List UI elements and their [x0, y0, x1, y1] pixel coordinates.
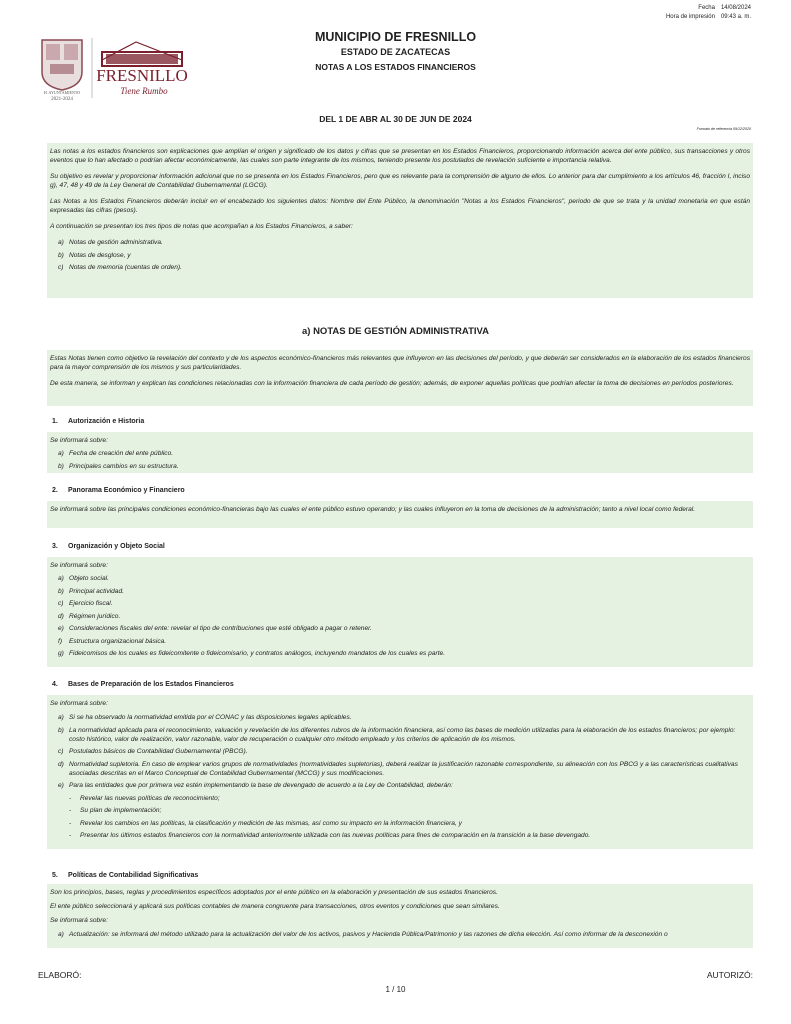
- date-value: 14/08/2024: [720, 5, 751, 11]
- sub-list-item: - Revelar los cambios en las políticas, la clasificación y medición de las mismas, así como su impacto en la información financiera, y: [69, 819, 462, 827]
- sub-list-item: - Su plan de implementación;: [69, 807, 162, 814]
- paragraph: Se informará sobre las principales condiciones económico-financieras bajo las cuales el ente público estuvo operando; y las cuales influyeron en la toma de decisiones de la administración; tanto a nivel local como federal.: [50, 506, 696, 513]
- svg-text:Tiene Rumbo: Tiene Rumbo: [120, 86, 168, 96]
- paragraph: Se informará sobre:: [50, 917, 108, 924]
- time-label: Hora de impresión: [665, 14, 715, 20]
- page-number: 1 / 10: [385, 985, 406, 994]
- section-5-heading: 5. Políticas de Contabilidad Significativas: [52, 872, 199, 879]
- list-item: c) Ejercicio fiscal.: [58, 600, 113, 607]
- list-item: f) Estructura organizacional básica.: [58, 637, 167, 645]
- list-item: b) Notas de desglose, y: [58, 251, 131, 259]
- list-item: b) La normatividad aplicada para el reconocimiento, valuación y revelación de los diferentes rubros de la información financiera, así como las bases de medición utilizadas para la elaboración de los estados financieros; por ejemplo: costo histórico, valor de realización, valor razonable, valor de recuperación o cualquier otro método empleado y los criterios de aplicación de los mismos.: [58, 726, 736, 743]
- list-item: a) Fecha de creación del ente público.: [58, 450, 174, 457]
- paragraph: Las Notas a los Estados Financieros deberán incluir en el encabezado los siguientes datos: Nombre del Ente Público, la denominación "Notas a los Estados Financieros", periodo de que se trata y la unidad monetaria en que están expresadas las cifras (pesos).: [50, 198, 750, 214]
- format-reference: Formato de referencia 09/12/2020: [696, 127, 751, 131]
- list-item: a) Si se ha observado la normatividad emitida por el CONAC y las disposiciones legales aplicables.: [58, 714, 352, 721]
- paragraph: Se informará sobre:: [50, 700, 108, 707]
- list-item: b) Principal actividad.: [58, 587, 124, 595]
- print-metadata: [666, 4, 751, 22]
- list-item: e) Para las entidades que por primera vez estén implementando la base de devengado de acuerdo a la Ley de Contabilidad, deberán:: [58, 782, 453, 789]
- section-1-box: [47, 432, 753, 473]
- intro-box: [47, 143, 753, 298]
- list-item: a) Actualización: se informará del método utilizado para la actualización del valor de los activos, pasivos y Hacienda Pública/Patrimonio y las razones de dicha elección. Así como informar de la desconexión o: [58, 931, 668, 938]
- list-item: a) Objeto social.: [58, 575, 109, 582]
- paragraph: Su objetivo es revelar y proporcionar información adicional que no se presenta en los Estados Financieros, pero que es relevante para la comprensión de alguno de ellos. Lo anterior para dar cumplimiento a los artículos 46, fracción I, inciso g), 47, 48 y 49 de la Ley General de Contabilidad Gubernamental (LGCG).: [50, 173, 750, 189]
- section-2-box: [47, 501, 753, 528]
- list-item: c) Notas de memoria (cuentas de orden).: [58, 264, 182, 271]
- state-subtitle: ESTADO DE ZACATECAS: [340, 47, 451, 57]
- paragraph: Se informará sobre:: [50, 437, 108, 444]
- section-4-box: [47, 695, 753, 849]
- list-item: a) Notas de gestión administrativa.: [58, 239, 163, 246]
- list-item: e) Consideraciones fiscales del ente: revelar el tipo de contribuciones que esté obligado a pagar o retener.: [58, 625, 372, 632]
- paragraph: A continuación se presentan los tres tipos de notas que acompañan a los Estados Financieros, a saber:: [50, 223, 353, 230]
- list-item: d) Régimen jurídico.: [58, 612, 121, 620]
- paragraph: El ente público seleccionará y aplicará sus políticas contables de manera congruente para transacciones, otros eventos y condiciones que sean similares.: [50, 903, 500, 910]
- paragraph: Son los principios, bases, reglas y procedimientos específicos adoptados por el ente público en la elaboración y presentación de sus estados financieros.: [50, 889, 498, 896]
- svg-text:FRESNILLO: FRESNILLO: [96, 66, 188, 85]
- section-3-heading: 3. Organización y Objeto Social: [52, 543, 165, 550]
- authorized-by-label: AUTORIZÓ:: [706, 970, 753, 980]
- section-4-heading: 4. Bases de Preparación de los Estados Financieros: [52, 681, 234, 688]
- list-item: g) Fideicomisos de los cuales es fideicomitente o fideicomisario, y contratos análogos, incluyendo mandatos de los cuales es parte.: [58, 650, 446, 657]
- paragraph: Las notas a los estados financieros son explicaciones que amplían el origen y significado de los datos y cifras que se presentan en los Estados Financieros, proporcionando información acerca del ente público, sus transacciones y otros eventos que lo han afectado o podrían afectar económicamente, las cuales son parte integrante de los mismos, teniendo presente los postulados de revelación suficiente e importancia relativa.: [50, 148, 750, 164]
- list-item: d) Normatividad supletoria. En caso de emplear varios grupos de normatividades (normatividades supletorias), deberá realizar la justificación razonable correspondiente, su alineación con los PBCG y a las características cualitativas asociadas descritas en el Marco Conceptual de Contabilidad Gubernamental (MCCG) y sus modificaciones.: [58, 760, 738, 777]
- document-title: NOTAS A LOS ESTADOS FINANCIEROS: [315, 62, 476, 72]
- list-item: c) Postulados básicos de Contabilidad Gubernamental (PBCG).: [58, 748, 248, 755]
- section-3-box: [47, 557, 753, 667]
- section-1-heading: 1. Autorización e Historia: [52, 418, 145, 425]
- page-title: MUNICIPIO DE FRESNILLO: [314, 30, 477, 44]
- sub-list-item: - Presentar los últimos estados financieros con la normatividad anteriormente utilizada con las nuevas políticas para fines de comparación en la transición a la base devengado.: [69, 832, 591, 839]
- time-value: 09:43 a. m.: [720, 14, 751, 20]
- section-a-box: [47, 350, 753, 406]
- date-label: Fecha: [698, 5, 715, 11]
- svg-text:2021-2024: 2021-2024: [51, 97, 73, 102]
- paragraph: Estas Notas tienen como objetivo la revelación del contexto y de los aspectos económico-financieros más relevantes que influyeron en las decisiones del período, y que deberán ser considerados en la elaboración de los estados financieros para la mayor comprensión de los mismos y sus particularidades.: [50, 355, 750, 371]
- svg-text:H. AYUNTAMIENTO: H. AYUNTAMIENTO: [43, 90, 81, 95]
- report-period: DEL 1 DE ABR AL 30 DE JUN DE 2024: [319, 114, 472, 124]
- section-a-heading: a) NOTAS DE GESTIÓN ADMINISTRATIVA: [301, 326, 489, 337]
- section-2-heading: 2. Panorama Económico y Financiero: [52, 487, 185, 494]
- section-5-box: [47, 884, 753, 948]
- paragraph: De esta manera, se informan y explican las condiciones relacionadas con la información financiera de cada período de gestión; además, de exponer aquellas políticas que podrían afectar la toma de decisiones en períodos posteriores.: [50, 380, 734, 387]
- sub-list-item: - Revelar las nuevas políticas de reconocimiento;: [69, 794, 220, 802]
- paragraph: Se informará sobre:: [50, 562, 108, 569]
- prepared-by-label: ELABORÓ:: [38, 970, 82, 980]
- list-item: b) Principales cambios en su estructura.: [58, 462, 179, 470]
